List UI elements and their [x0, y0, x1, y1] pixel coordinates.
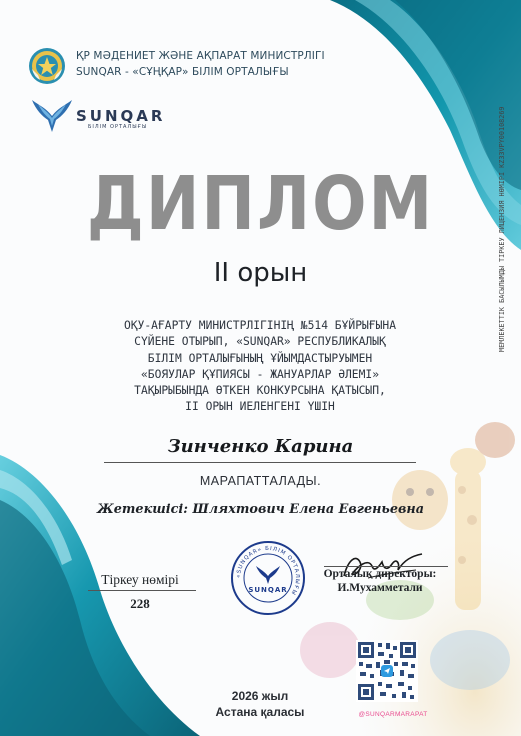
diploma-title: ДИПЛОМ	[86, 162, 435, 248]
body-line: ТАҚЫРЫБЫНДА ӨТКЕН КОНКУРСЫНА ҚАТЫСЫП,	[134, 384, 386, 398]
stamp-ring-text: «SUNQAR» БІЛІМ ОРТАЛЫҒЫ	[235, 545, 301, 597]
body-line: ОҚУ-АҒАРТУ МИНИСТРЛІГІНІҢ №514 БҰЙРЫҒЫНА	[123, 319, 397, 332]
sunqar-falcon-icon	[30, 96, 74, 136]
qr-code-icon[interactable]	[356, 640, 418, 702]
body-line: СҮЙЕНЕ ОТЫРЫП, «SUNQAR» РЕСПУБЛИКАЛЫҚ	[134, 335, 386, 349]
official-stamp-icon	[230, 540, 306, 616]
body-line: II ОРЫН ИЕЛЕНГЕНІ ҮШІН	[185, 400, 335, 414]
director-rule	[324, 566, 448, 567]
issue-year: 2026 жыл	[231, 689, 289, 703]
registration-rule	[88, 590, 196, 591]
recipient-name: Зинченко Карина	[167, 436, 354, 457]
center-name-line: SUNQAR - «СҰҢҚАР» БІЛІМ ОРТАЛЫҒЫ	[76, 66, 289, 78]
qr-social-handle: @SUNQARMARAPAT	[358, 711, 428, 718]
issue-city: Астана қаласы	[215, 705, 305, 719]
registration-number: 228	[130, 596, 150, 611]
director-label: Орталық директоры:	[323, 568, 437, 580]
kazakhstan-emblem-icon	[28, 47, 66, 85]
sunqar-wordmark: SUNQAR	[76, 107, 166, 125]
awarded-label: МАРАПАТТАЛАДЫ.	[199, 474, 322, 488]
stamp-wordmark: SUNQAR	[248, 586, 288, 594]
sunqar-subtitle: БІЛІМ ОРТАЛЫҒЫ	[88, 124, 148, 130]
recipient-underline	[104, 462, 416, 463]
body-line: БІЛІМ ОРТАЛЫҒЫНЫҢ ҰЙЫМДАСТЫРУЫМЕН	[147, 351, 373, 365]
place-label: II орын	[213, 258, 308, 288]
award-reason-text	[60, 318, 460, 416]
license-number-text: МЕМЛЕКЕТТІК БАСЫЛЫМДЫ ТІРКЕУ ЛИЦЕНЗИЯ НӨМІРІ KZ33VPY00108269	[498, 106, 506, 352]
registration-label: Тіркеу нөмірі	[101, 572, 179, 587]
leader-line: Жетекшісі: Шляхтович Елена Евгеньевна	[96, 502, 425, 517]
body-line: «БОЯУЛАР ҚҰПИЯСЫ - ЖАНУАРЛАР ӘЛЕМІ»	[140, 367, 380, 381]
director-name: И.Мухамметали	[337, 582, 423, 594]
ministry-line: ҚР МӘДЕНИЕТ ЖӘНЕ АҚПАРАТ МИНИСТРЛІГІ	[76, 50, 325, 62]
